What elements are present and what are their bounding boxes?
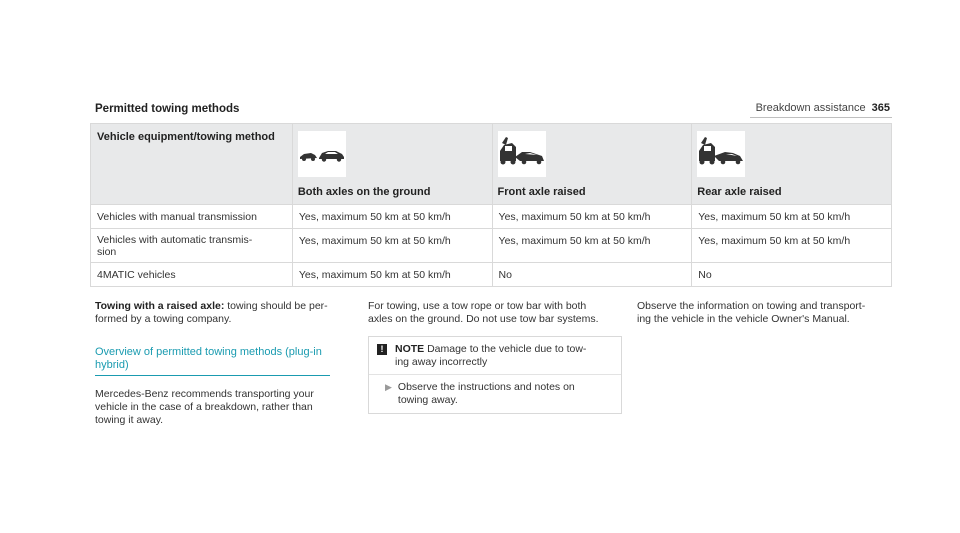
column-2 xyxy=(368,300,620,414)
rear-axle-raised-illustration-icon xyxy=(697,131,745,177)
row-label-line: sion xyxy=(97,245,117,258)
text-line: towing it away. xyxy=(95,414,164,426)
text-line: Observe the instructions and notes on xyxy=(397,381,575,393)
table-cell: No xyxy=(492,263,692,287)
raised-axle-heading: Towing with a raised axle: xyxy=(95,300,225,312)
column-1 xyxy=(95,300,330,427)
note-label: NOTE xyxy=(395,343,425,355)
text-line: axles on the ground. Do not use tow bar systems. xyxy=(368,313,599,325)
recommend-paragraph xyxy=(95,388,330,427)
section-title: Permitted towing methods xyxy=(95,103,240,115)
note-instruction xyxy=(369,375,621,413)
row-label: 4MATIC vehicles xyxy=(91,263,293,287)
text-line: For towing, use a tow rope or tow bar with both xyxy=(368,300,587,312)
text-line: Mercedes-Benz recommends transporting your xyxy=(95,388,314,400)
text-line: towing away. xyxy=(397,394,458,406)
text-line: towing should be per- xyxy=(224,300,328,312)
text-line: ing the vehicle in the vehicle Owner's Manual. xyxy=(637,313,850,325)
table-cell: No xyxy=(692,263,892,287)
both-axles-illustration-icon xyxy=(298,131,346,177)
front-axle-raised-illustration-icon xyxy=(498,131,546,177)
table-row xyxy=(91,205,892,229)
note-text xyxy=(395,343,586,369)
header-rule xyxy=(750,117,892,118)
table-header-front-raised xyxy=(492,124,692,205)
towing-methods-table xyxy=(90,123,892,287)
instruction-text xyxy=(398,381,575,407)
page-number: 365 xyxy=(871,102,890,114)
col-front-raised: Front axle raised xyxy=(497,186,586,198)
raised-axle-paragraph xyxy=(95,300,330,326)
table-header-rear-raised xyxy=(692,124,892,205)
table-cell: Yes, maximum 50 km at 50 km/h xyxy=(292,229,492,263)
text-line: vehicle in the case of a breakdown, rather than xyxy=(95,401,313,413)
warning-exclamation-icon: ! xyxy=(377,344,387,355)
note-header xyxy=(369,337,621,375)
note-box xyxy=(368,336,622,414)
table-header-first: Vehicle equipment/towing method xyxy=(91,124,293,205)
overview-subheading xyxy=(95,346,330,376)
table-row xyxy=(91,263,892,287)
table-cell: Yes, maximum 50 km at 50 km/h xyxy=(492,205,692,229)
table-cell: Yes, maximum 50 km at 50 km/h xyxy=(492,229,692,263)
row-label xyxy=(91,229,293,263)
row-label-line: Vehicles with automatic transmis- xyxy=(97,233,253,246)
text-line: Observe the information on towing and transport- xyxy=(637,300,866,312)
table-cell: Yes, maximum 50 km at 50 km/h xyxy=(692,205,892,229)
header-section: Breakdown assistance xyxy=(755,102,866,114)
table-header-row xyxy=(91,124,892,205)
column-3 xyxy=(637,300,892,326)
col-both-axles: Both axles on the ground xyxy=(297,186,431,198)
table-cell: Yes, maximum 50 km at 50 km/h xyxy=(692,229,892,263)
table-cell: Yes, maximum 50 km at 50 km/h xyxy=(292,263,492,287)
text-line: formed by a towing company. xyxy=(95,313,232,325)
text-line: Damage to the vehicle due to tow- xyxy=(424,343,587,355)
table-row xyxy=(91,229,892,263)
col-rear-raised: Rear axle raised xyxy=(697,186,782,198)
row-label: Vehicles with manual transmission xyxy=(91,205,293,229)
subheading-line: Overview of permitted towing methods (plug-in xyxy=(95,346,322,358)
triangle-bullet-icon: ▶ xyxy=(385,382,392,392)
running-header xyxy=(756,102,890,114)
table-header-both-axles xyxy=(292,124,492,205)
tow-rope-paragraph xyxy=(368,300,620,326)
subheading-line: hybrid) xyxy=(95,359,129,371)
text-line: ing away incorrectly xyxy=(395,356,488,368)
table-cell: Yes, maximum 50 km at 50 km/h xyxy=(292,205,492,229)
